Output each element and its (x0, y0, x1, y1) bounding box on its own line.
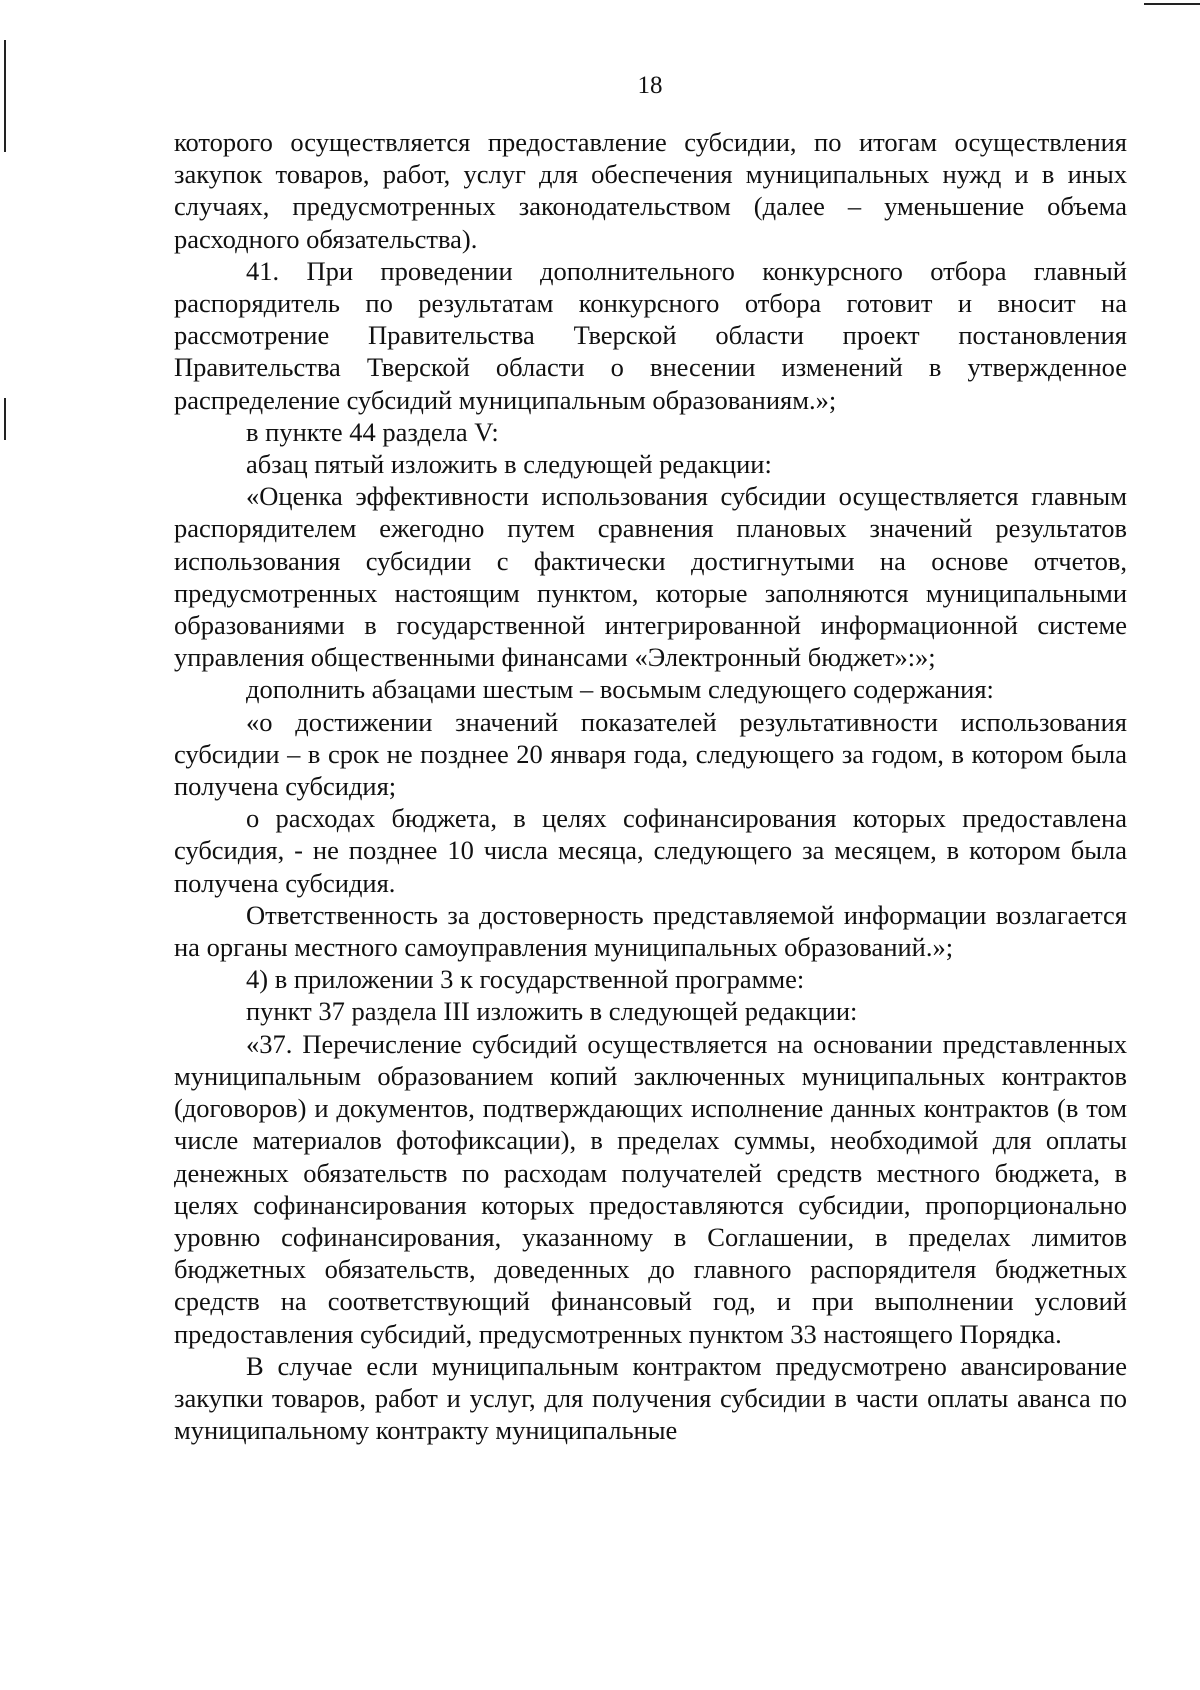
paragraph: «37. Перечисление субсидий осуществляется на основании представленных муниципальным образованием копий заключенных муниципальных контрактов (договоров) и документов, подтверждающих исполнение данных контрактов (в том числе материалов фотофиксации), в пределах суммы, необходимой для оплаты денежных обязательств по расходам получателей средств местного бюджета, в целях софинансирования которых предоставляются субсидии, пропорционально уровню софинансирования, указанному в Соглашении, в пределах лимитов бюджетных обязательств, доведенных до главного распорядителя бюджетных средств на соответствующий финансовый год, и при выполнении условий предоставления субсидий, предусмотренных пунктом 33 настоящего Порядка. (174, 1028, 1127, 1349)
document-body (174, 126, 1127, 1446)
paragraph: которого осуществляется предоставление субсидии, по итогам осуществления закупок товаров, работ, услуг для обеспечения муниципальных нужд и в иных случаях, предусмотренных законодательством (далее – уменьшение объема расходного обязательства). (174, 127, 1127, 254)
scan-edge-mark (4, 398, 6, 440)
paragraph: о расходах бюджета, в целях софинансирования которых предоставлена субсидия, - не позднее 10 числа месяца, следующего за месяцем, в котором была получена субсидия. (174, 803, 1127, 898)
paragraph: абзац пятый изложить в следующей редакции: (246, 449, 772, 480)
paragraph: В случае если муниципальным контрактом предусмотрено авансирование закупки товаров, работ и услуг, для получения субсидии в части оплаты аванса по муниципальному контракту муниципальные (174, 1350, 1127, 1446)
paragraph: 41. При проведении дополнительного конкурсного отбора главный распорядитель по результатам конкурсного отбора готовит и вносит на рассмотрение Правительства Тверской области проект постановления Правительства Тверской области о внесении изменений в утвержденное распределение субсидий муниципальным образованиям.»; (174, 255, 1127, 415)
paragraph: Ответственность за достоверность представляемой информации возлагается на органы местного самоуправления муниципальных образований.»; (174, 899, 1127, 963)
page-number: 18 (637, 72, 663, 99)
paragraph: в пункте 44 раздела V: (246, 416, 499, 447)
paragraph: «Оценка эффективности использования субсидии осуществляется главным распорядителем ежегодно путем сравнения плановых значений результатов использования субсидии с фактически достигнутыми на основе отчетов, предусмотренных настоящим пунктом, которые заполняются муниципальными образованиями в государственной интегрированной информационной системе управления общественными финансами «Электронный бюджет»:»; (174, 481, 1127, 673)
paragraph: пункт 37 раздела III изложить в следующей редакции: (246, 996, 858, 1027)
paragraph: «о достижении значений показателей результативности использования субсидии – в срок не позднее 20 января года, следующего за годом, в котором была получена субсидия; (174, 706, 1127, 802)
paragraph: 4) в приложении 3 к государственной программе: (246, 964, 805, 995)
paragraph: дополнить абзацами шестым – восьмым следующего содержания: (246, 674, 994, 705)
scan-edge-mark (1144, 3, 1200, 5)
